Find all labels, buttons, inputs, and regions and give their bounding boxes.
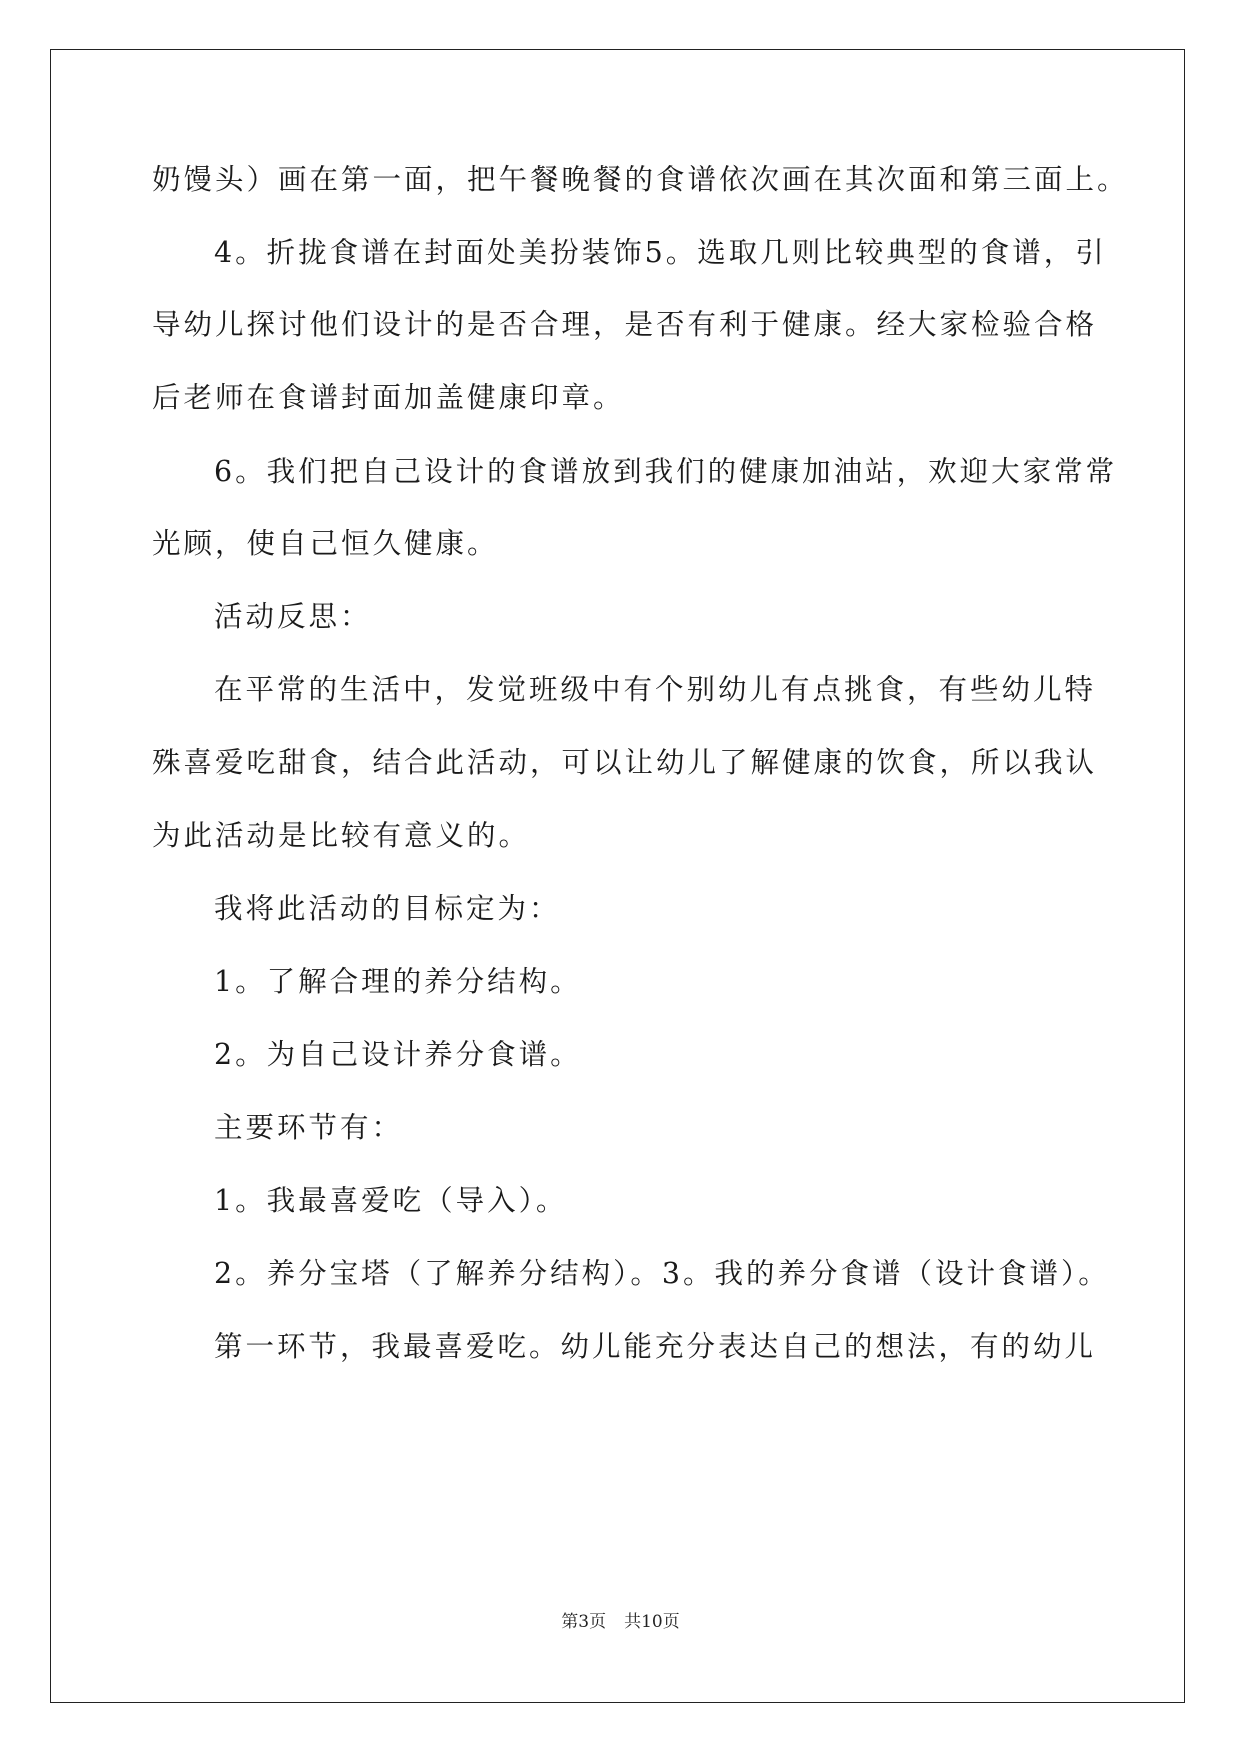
text-line: 为此活动是比较有意义的。 — [152, 819, 531, 852]
page-number: 第3页 — [561, 1612, 607, 1632]
list-item: 2。为自己设计养分食谱。 — [214, 1038, 582, 1071]
text-line: 导幼儿探讨他们设计的是否合理，是否有利于健康。经大家检验合格 — [152, 308, 1098, 341]
text-line: 6。我们把自己设计的食谱放到我们的健康加油站，欢迎大家常常 — [214, 455, 1118, 488]
text-line: 光顾，使自己恒久健康。 — [152, 527, 499, 560]
page-total: 共10页 — [624, 1612, 680, 1632]
text-line: 在平常的生活中，发觉班级中有个别幼儿有点挑食，有些幼儿特 — [214, 673, 1097, 706]
text-line: 殊喜爱吃甜食，结合此活动，可以让幼儿了解健康的饮食，所以我认 — [152, 746, 1098, 779]
text-line: 4。折拢食谱在封面处美扮装饰5。选取几则比较典型的食谱，引 — [214, 236, 1107, 269]
page-footer — [0, 1610, 1241, 1634]
text-line: 我将此活动的目标定为： — [214, 892, 561, 925]
text-line: 奶馒头）画在第一面，把午餐晚餐的食谱依次画在其次面和第三面上。 — [152, 163, 1129, 196]
page-border — [50, 49, 1185, 1703]
text-line: 第一环节，我最喜爱吃。幼儿能充分表达自己的想法，有的幼儿 — [214, 1330, 1097, 1363]
list-item: 2。养分宝塔（了解养分结构）。3。我的养分食谱（设计食谱）。 — [214, 1257, 1110, 1290]
list-item: 1。我最喜爱吃（导入）。 — [214, 1184, 568, 1217]
list-item: 1。了解合理的养分结构。 — [214, 965, 582, 998]
text-line: 主要环节有： — [214, 1111, 404, 1144]
text-line: 后老师在食谱封面加盖健康印章。 — [152, 381, 625, 414]
section-heading: 活动反思： — [214, 600, 372, 633]
